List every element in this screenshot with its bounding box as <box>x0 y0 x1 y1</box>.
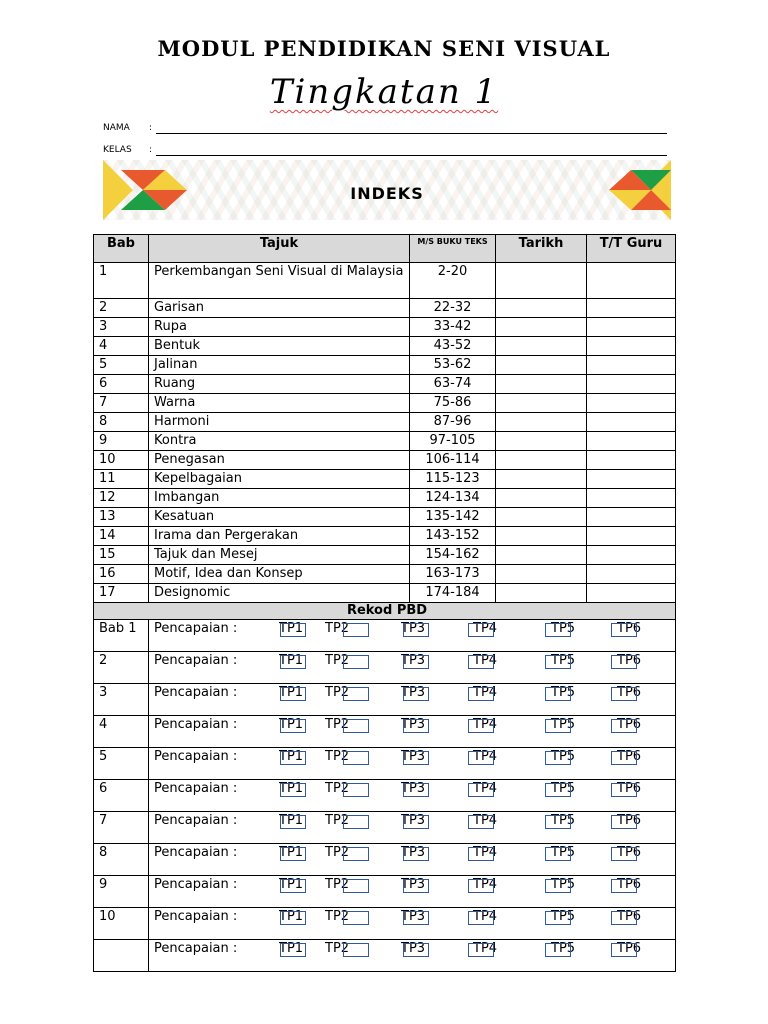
pbd-row <box>94 748 676 780</box>
tp-label: TP3 <box>401 749 426 764</box>
pbd-bab-cell: 3 <box>94 684 149 716</box>
index-table <box>93 234 676 972</box>
table-row <box>94 318 676 337</box>
pencapaian-label: Pencapaian : <box>154 877 238 892</box>
tp-label: TP5 <box>551 685 576 700</box>
rekod-pbd-row <box>94 603 676 620</box>
tp-label: TP2 <box>325 813 350 828</box>
right-triangle-ornament-icon <box>571 160 671 220</box>
tp-checkbox[interactable] <box>403 687 429 701</box>
pencapaian-label: Pencapaian : <box>154 909 238 924</box>
tp-label: TP4 <box>473 941 498 956</box>
ms-cell: 2-20 <box>410 263 496 299</box>
tajuk-cell: Bentuk <box>149 337 410 356</box>
tp-checkbox[interactable] <box>468 847 494 861</box>
ms-cell: 106-114 <box>410 451 496 470</box>
tp-checkbox[interactable] <box>403 879 429 893</box>
tp-label: TP1 <box>279 717 304 732</box>
ms-cell: 124-134 <box>410 489 496 508</box>
pbd-bab-cell: Bab 1 <box>94 620 149 652</box>
tt-guru-cell[interactable] <box>587 356 676 375</box>
tajuk-cell: Kepelbagaian <box>149 470 410 489</box>
pbd-tp-cell <box>149 812 676 844</box>
ms-cell: 154-162 <box>410 546 496 565</box>
table-row <box>94 432 676 451</box>
tt-guru-cell[interactable] <box>587 508 676 527</box>
tajuk-cell: Kesatuan <box>149 508 410 527</box>
pencapaian-label: Pencapaian : <box>154 653 238 668</box>
bab-cell: 4 <box>94 337 149 356</box>
tp-checkbox[interactable] <box>468 943 494 957</box>
table-row <box>94 565 676 584</box>
pbd-row <box>94 620 676 652</box>
tarikh-cell[interactable] <box>496 432 587 451</box>
tp-label: TP5 <box>551 845 576 860</box>
tp-label: TP4 <box>473 909 498 924</box>
tp-label: TP5 <box>551 621 576 636</box>
tp-label: TP1 <box>279 941 304 956</box>
tp-label: TP3 <box>401 909 426 924</box>
pbd-bab-cell: 10 <box>94 908 149 940</box>
header-tt-guru: T/T Guru <box>587 235 676 263</box>
tp-checkbox[interactable] <box>611 847 637 861</box>
tajuk-cell: Harmoni <box>149 413 410 432</box>
tp-checkbox[interactable] <box>343 687 369 701</box>
tp-label: TP2 <box>325 877 350 892</box>
tp-checkbox[interactable] <box>280 911 306 925</box>
tp-checkbox[interactable] <box>545 943 571 957</box>
level-title-text: Tingkatan 1 <box>269 72 499 112</box>
bab-cell: 11 <box>94 470 149 489</box>
tp-checkbox[interactable] <box>343 847 369 861</box>
tp-label: TP2 <box>325 941 350 956</box>
tp-label: TP5 <box>551 717 576 732</box>
table-row <box>94 451 676 470</box>
tp-label: TP6 <box>617 717 642 732</box>
pbd-row <box>94 876 676 908</box>
ms-cell: 53-62 <box>410 356 496 375</box>
tp-checkbox[interactable] <box>468 783 494 797</box>
table-row <box>94 413 676 432</box>
tp-checkbox[interactable] <box>611 815 637 829</box>
tajuk-cell: Jalinan <box>149 356 410 375</box>
tajuk-cell: Irama dan Pergerakan <box>149 527 410 546</box>
table-row <box>94 527 676 546</box>
tp-label: TP5 <box>551 941 576 956</box>
tp-label: TP3 <box>401 621 426 636</box>
ms-cell: 33-42 <box>410 318 496 337</box>
tt-guru-cell[interactable] <box>587 527 676 546</box>
tajuk-cell: Perkembangan Seni Visual di Malaysia <box>149 263 410 299</box>
bab-cell: 14 <box>94 527 149 546</box>
tarikh-cell[interactable] <box>496 508 587 527</box>
index-heading: INDEKS <box>350 184 424 203</box>
tt-guru-cell[interactable] <box>587 263 676 299</box>
tp-checkbox[interactable] <box>611 783 637 797</box>
pbd-bab-cell: 5 <box>94 748 149 780</box>
tp-label: TP3 <box>401 781 426 796</box>
tp-label: TP6 <box>617 621 642 636</box>
pbd-tp-cell <box>149 844 676 876</box>
tt-guru-cell[interactable] <box>587 432 676 451</box>
tp-label: TP6 <box>617 909 642 924</box>
pbd-bab-cell: 8 <box>94 844 149 876</box>
tp-label: TP2 <box>325 685 350 700</box>
pencapaian-label: Pencapaian : <box>154 685 238 700</box>
table-row <box>94 263 676 299</box>
tp-label: TP2 <box>325 781 350 796</box>
tp-checkbox[interactable] <box>611 911 637 925</box>
tp-label: TP2 <box>325 845 350 860</box>
pbd-bab-cell: 4 <box>94 716 149 748</box>
tp-checkbox[interactable] <box>403 911 429 925</box>
tp-label: TP6 <box>617 877 642 892</box>
header-tajuk: Tajuk <box>149 235 410 263</box>
tp-label: TP5 <box>551 909 576 924</box>
ms-cell: 143-152 <box>410 527 496 546</box>
pencapaian-label: Pencapaian : <box>154 845 238 860</box>
tp-checkbox[interactable] <box>343 943 369 957</box>
tp-checkbox[interactable] <box>280 815 306 829</box>
ms-cell: 63-74 <box>410 375 496 394</box>
tp-label: TP4 <box>473 717 498 732</box>
table-row <box>94 584 676 603</box>
bab-cell: 17 <box>94 584 149 603</box>
kelas-colon: : <box>149 145 153 155</box>
tp-checkbox[interactable] <box>611 687 637 701</box>
tp-label: TP3 <box>401 845 426 860</box>
table-row <box>94 508 676 527</box>
tp-label: TP1 <box>279 781 304 796</box>
tajuk-cell: Penegasan <box>149 451 410 470</box>
pbd-row <box>94 684 676 716</box>
tp-checkbox[interactable] <box>280 783 306 797</box>
tp-checkbox[interactable] <box>343 751 369 765</box>
pbd-tp-cell <box>149 876 676 908</box>
tarikh-cell[interactable] <box>496 489 587 508</box>
pbd-bab-cell: 2 <box>94 652 149 684</box>
tarikh-cell[interactable] <box>496 413 587 432</box>
tp-label: TP6 <box>617 749 642 764</box>
pbd-bab-cell: 7 <box>94 812 149 844</box>
tt-guru-cell[interactable] <box>587 451 676 470</box>
nama-line[interactable] <box>156 133 667 134</box>
tp-label: TP2 <box>325 909 350 924</box>
tt-guru-cell[interactable] <box>587 318 676 337</box>
tt-guru-cell[interactable] <box>587 375 676 394</box>
tp-label: TP1 <box>279 749 304 764</box>
tp-label: TP4 <box>473 685 498 700</box>
bab-cell: 8 <box>94 413 149 432</box>
tp-label: TP6 <box>617 845 642 860</box>
pbd-tp-cell <box>149 684 676 716</box>
pbd-row <box>94 812 676 844</box>
table-row <box>94 299 676 318</box>
tp-label: TP2 <box>325 621 350 636</box>
tp-label: TP2 <box>325 749 350 764</box>
kelas-line[interactable] <box>156 155 667 156</box>
nama-colon: : <box>149 123 153 133</box>
tp-label: TP3 <box>401 941 426 956</box>
tp-checkbox[interactable] <box>343 911 369 925</box>
pbd-tp-cell <box>149 940 676 972</box>
bab-cell: 13 <box>94 508 149 527</box>
tp-label: TP2 <box>325 717 350 732</box>
tp-label: TP4 <box>473 877 498 892</box>
header-ms: M/S BUKU TEKS <box>410 235 496 263</box>
tp-label: TP2 <box>325 653 350 668</box>
tajuk-cell: Ruang <box>149 375 410 394</box>
tp-checkbox[interactable] <box>343 879 369 893</box>
bab-cell: 12 <box>94 489 149 508</box>
tp-label: TP4 <box>473 845 498 860</box>
tp-label: TP6 <box>617 653 642 668</box>
tp-checkbox[interactable] <box>545 847 571 861</box>
tp-label: TP6 <box>617 781 642 796</box>
tp-checkbox[interactable] <box>403 783 429 797</box>
tp-checkbox[interactable] <box>343 783 369 797</box>
table-row <box>94 394 676 413</box>
bab-cell: 16 <box>94 565 149 584</box>
ms-cell: 97-105 <box>410 432 496 451</box>
tp-label: TP3 <box>401 813 426 828</box>
pencapaian-label: Pencapaian : <box>154 717 238 732</box>
tarikh-cell[interactable] <box>496 470 587 489</box>
pencapaian-label: Pencapaian : <box>154 781 238 796</box>
tp-checkbox[interactable] <box>545 879 571 893</box>
tp-checkbox[interactable] <box>468 879 494 893</box>
pbd-bab-cell: 9 <box>94 876 149 908</box>
pencapaian-label: Pencapaian : <box>154 813 238 828</box>
kelas-label: KELAS <box>103 145 132 155</box>
tarikh-cell[interactable] <box>496 584 587 603</box>
header-bab: Bab <box>94 235 149 263</box>
tp-checkbox[interactable] <box>468 751 494 765</box>
tp-checkbox[interactable] <box>468 623 494 637</box>
tajuk-cell: Motif, Idea dan Konsep <box>149 565 410 584</box>
table-row <box>94 375 676 394</box>
bab-cell: 15 <box>94 546 149 565</box>
tp-checkbox[interactable] <box>468 687 494 701</box>
bab-cell: 5 <box>94 356 149 375</box>
tp-checkbox[interactable] <box>343 623 369 637</box>
pbd-tp-cell <box>149 620 676 652</box>
tp-label: TP5 <box>551 653 576 668</box>
tarikh-cell[interactable] <box>496 337 587 356</box>
table-row <box>94 337 676 356</box>
tarikh-cell[interactable] <box>496 263 587 299</box>
tp-checkbox[interactable] <box>343 655 369 669</box>
ms-cell: 75-86 <box>410 394 496 413</box>
tp-checkbox[interactable] <box>611 719 637 733</box>
tp-label: TP3 <box>401 685 426 700</box>
ms-cell: 43-52 <box>410 337 496 356</box>
bab-cell: 1 <box>94 263 149 299</box>
tarikh-cell[interactable] <box>496 394 587 413</box>
tp-checkbox[interactable] <box>545 655 571 669</box>
pencapaian-label: Pencapaian : <box>154 749 238 764</box>
bab-cell: 9 <box>94 432 149 451</box>
tp-checkbox[interactable] <box>403 847 429 861</box>
tp-label: TP4 <box>473 781 498 796</box>
tarikh-cell[interactable] <box>496 299 587 318</box>
tajuk-cell: Imbangan <box>149 489 410 508</box>
bab-cell: 10 <box>94 451 149 470</box>
tp-checkbox[interactable] <box>280 623 306 637</box>
pbd-row <box>94 908 676 940</box>
tp-checkbox[interactable] <box>545 719 571 733</box>
tp-checkbox[interactable] <box>403 623 429 637</box>
bab-cell: 2 <box>94 299 149 318</box>
tajuk-cell: Kontra <box>149 432 410 451</box>
module-title: MODUL PENDIDIKAN SENI VISUAL <box>157 36 611 61</box>
level-title <box>0 72 768 112</box>
tp-label: TP1 <box>279 909 304 924</box>
rekod-pbd-label: Rekod PBD <box>94 603 676 620</box>
tp-checkbox[interactable] <box>280 719 306 733</box>
pbd-row <box>94 652 676 684</box>
tp-checkbox[interactable] <box>280 847 306 861</box>
tp-checkbox[interactable] <box>280 879 306 893</box>
tt-guru-cell[interactable] <box>587 394 676 413</box>
tp-label: TP5 <box>551 781 576 796</box>
pbd-bab-cell <box>94 940 149 972</box>
tp-label: TP1 <box>279 877 304 892</box>
tajuk-cell: Designomic <box>149 584 410 603</box>
tp-checkbox[interactable] <box>403 719 429 733</box>
tp-label: TP5 <box>551 877 576 892</box>
tp-checkbox[interactable] <box>611 879 637 893</box>
tp-label: TP1 <box>279 845 304 860</box>
ms-cell: 135-142 <box>410 508 496 527</box>
pbd-tp-cell <box>149 748 676 780</box>
tp-checkbox[interactable] <box>545 911 571 925</box>
tp-checkbox[interactable] <box>403 751 429 765</box>
bab-cell: 7 <box>94 394 149 413</box>
tarikh-cell[interactable] <box>496 565 587 584</box>
tarikh-cell[interactable] <box>496 546 587 565</box>
pencapaian-label: Pencapaian : <box>154 941 238 956</box>
ms-cell: 87-96 <box>410 413 496 432</box>
tp-label: TP1 <box>279 685 304 700</box>
tt-guru-cell[interactable] <box>587 413 676 432</box>
tt-guru-cell[interactable] <box>587 565 676 584</box>
table-header-row <box>94 235 676 263</box>
tp-checkbox[interactable] <box>343 719 369 733</box>
tarikh-cell[interactable] <box>496 318 587 337</box>
pbd-row <box>94 940 676 972</box>
tp-checkbox[interactable] <box>545 815 571 829</box>
tt-guru-cell[interactable] <box>587 299 676 318</box>
tp-label: TP6 <box>617 685 642 700</box>
table-row <box>94 356 676 375</box>
tarikh-cell[interactable] <box>496 375 587 394</box>
tp-label: TP3 <box>401 653 426 668</box>
tt-guru-cell[interactable] <box>587 470 676 489</box>
index-banner <box>103 160 671 220</box>
pbd-tp-cell <box>149 716 676 748</box>
tp-label: TP5 <box>551 749 576 764</box>
pencapaian-label: Pencapaian : <box>154 621 238 636</box>
tt-guru-cell[interactable] <box>587 546 676 565</box>
pbd-tp-cell <box>149 652 676 684</box>
tajuk-cell: Rupa <box>149 318 410 337</box>
tp-checkbox[interactable] <box>611 751 637 765</box>
tp-label: TP1 <box>279 621 304 636</box>
table-row <box>94 470 676 489</box>
pbd-bab-cell: 6 <box>94 780 149 812</box>
tp-checkbox[interactable] <box>468 719 494 733</box>
tarikh-cell[interactable] <box>496 356 587 375</box>
tp-checkbox[interactable] <box>280 943 306 957</box>
pbd-row <box>94 716 676 748</box>
tp-label: TP3 <box>401 877 426 892</box>
tp-checkbox[interactable] <box>611 655 637 669</box>
tp-checkbox[interactable] <box>611 943 637 957</box>
tp-checkbox[interactable] <box>403 943 429 957</box>
tp-checkbox[interactable] <box>545 751 571 765</box>
tp-checkbox[interactable] <box>545 623 571 637</box>
pbd-tp-cell <box>149 780 676 812</box>
tp-checkbox[interactable] <box>280 687 306 701</box>
tajuk-cell: Tajuk dan Mesej <box>149 546 410 565</box>
tp-checkbox[interactable] <box>468 911 494 925</box>
pbd-row <box>94 844 676 876</box>
ms-cell: 163-173 <box>410 565 496 584</box>
tp-label: TP4 <box>473 813 498 828</box>
tp-checkbox[interactable] <box>468 655 494 669</box>
bab-cell: 6 <box>94 375 149 394</box>
tt-guru-cell[interactable] <box>587 337 676 356</box>
tp-label: TP1 <box>279 813 304 828</box>
tp-label: TP4 <box>473 621 498 636</box>
pbd-row <box>94 780 676 812</box>
tp-label: TP5 <box>551 813 576 828</box>
tp-checkbox[interactable] <box>403 655 429 669</box>
tt-guru-cell[interactable] <box>587 584 676 603</box>
pbd-tp-cell <box>149 908 676 940</box>
tp-checkbox[interactable] <box>280 655 306 669</box>
tp-checkbox[interactable] <box>545 783 571 797</box>
ms-cell: 22-32 <box>410 299 496 318</box>
tp-label: TP4 <box>473 653 498 668</box>
tajuk-cell: Garisan <box>149 299 410 318</box>
tp-checkbox[interactable] <box>280 751 306 765</box>
ms-cell: 115-123 <box>410 470 496 489</box>
header-tarikh: Tarikh <box>496 235 587 263</box>
tarikh-cell[interactable] <box>496 527 587 546</box>
nama-label: NAMA <box>103 123 130 133</box>
tp-checkbox[interactable] <box>468 815 494 829</box>
bab-cell: 3 <box>94 318 149 337</box>
tt-guru-cell[interactable] <box>587 489 676 508</box>
tp-checkbox[interactable] <box>545 687 571 701</box>
tarikh-cell[interactable] <box>496 451 587 470</box>
tp-label: TP6 <box>617 813 642 828</box>
tp-label: TP6 <box>617 941 642 956</box>
ms-cell: 174-184 <box>410 584 496 603</box>
tp-checkbox[interactable] <box>343 815 369 829</box>
tajuk-cell: Warna <box>149 394 410 413</box>
table-row <box>94 546 676 565</box>
tp-label: TP3 <box>401 717 426 732</box>
tp-label: TP4 <box>473 749 498 764</box>
tp-checkbox[interactable] <box>403 815 429 829</box>
tp-label: TP1 <box>279 653 304 668</box>
table-row <box>94 489 676 508</box>
tp-checkbox[interactable] <box>611 623 637 637</box>
